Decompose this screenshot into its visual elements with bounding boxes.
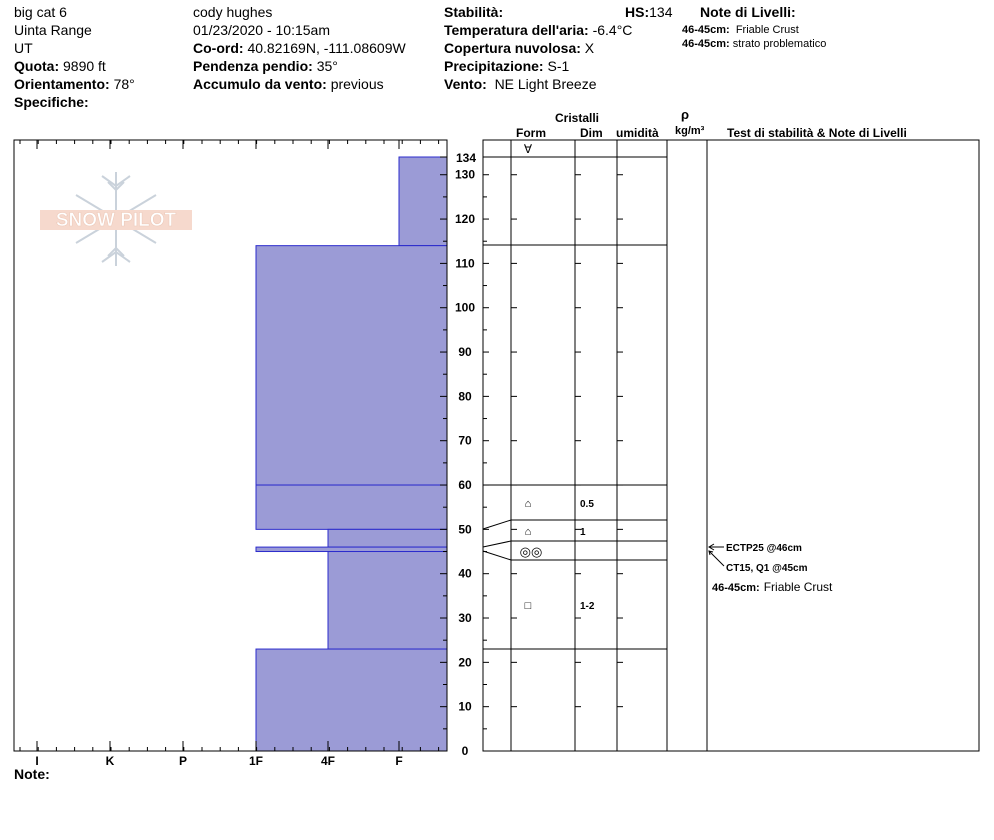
- air-temp-value: -6.4°C: [592, 22, 633, 38]
- hs-value: 134: [649, 4, 673, 20]
- height-axis-label: 120: [454, 212, 476, 227]
- hs-label: HS:: [625, 4, 650, 20]
- specifics-label: Specifiche:: [14, 94, 89, 110]
- height-axis-label: 90: [458, 345, 472, 360]
- test-pointer: [709, 551, 724, 566]
- height-axis: [455, 151, 476, 758]
- hardness-axis-label: 1F: [248, 754, 264, 768]
- crystal-size: 0.5: [580, 499, 594, 510]
- snow-pilot-logo: [40, 172, 192, 266]
- size-header: Dim: [580, 126, 603, 140]
- height-axis-label: 50: [458, 522, 472, 537]
- hardness-axis-label: F: [395, 754, 403, 768]
- cloud-value: X: [584, 40, 595, 56]
- slope-value: 35°: [316, 58, 338, 74]
- hardness-profile: [256, 157, 447, 751]
- air-temp-label: Temperatura dell'aria:: [444, 22, 589, 38]
- stability-tests: [709, 543, 833, 594]
- notes-label: Note:: [14, 766, 50, 782]
- coord-value: 40.82169N, -111.08609W: [247, 40, 406, 56]
- hardness-layer-bar: [256, 547, 447, 551]
- crystal-form: ◎◎: [519, 544, 543, 559]
- stability-layer-note-depth: 46-45cm:: [712, 582, 760, 594]
- density-rho-header: ρ: [681, 107, 690, 122]
- site-name: big cat 6: [14, 4, 67, 20]
- layer-note-depth: 46-45cm:: [682, 38, 730, 50]
- range-name: Uinta Range: [14, 22, 92, 38]
- hs-axis-label: 134: [455, 151, 477, 165]
- moisture-header: umidità: [616, 126, 659, 140]
- hardness-layer-bar: [256, 649, 447, 751]
- table-frame: [483, 140, 979, 751]
- wind-loading-value: previous: [330, 76, 384, 92]
- height-axis-label: 0: [461, 744, 469, 758]
- hardness-axis-label: I: [35, 754, 39, 768]
- layer-notes-title: Note di Livelli:: [700, 4, 796, 20]
- crystal-size: 1: [580, 527, 586, 538]
- hardness-layer-bar: [328, 552, 447, 650]
- height-axis-label: 100: [454, 300, 476, 315]
- row-connector: [483, 551, 511, 560]
- observer: cody hughes: [193, 4, 273, 20]
- aspect-value: 78°: [113, 76, 135, 92]
- layer-note-text: Friable Crust: [735, 24, 799, 36]
- height-axis-label: 60: [458, 478, 472, 493]
- hardness-axis-label: K: [105, 754, 115, 768]
- row-connector: [483, 520, 511, 529]
- crystal-form: □: [524, 600, 532, 612]
- precip-value: S-1: [547, 58, 570, 74]
- state-name: UT: [14, 40, 33, 56]
- crystals-header: Cristalli: [555, 111, 600, 125]
- height-axis-label: 80: [458, 389, 472, 404]
- hardness-axis: [35, 754, 402, 768]
- stability-test: ECTP25 @46cm: [726, 543, 802, 554]
- height-axis-label: 30: [458, 611, 472, 626]
- density-unit-header: kg/m³: [675, 125, 705, 137]
- crystal-form: ⌂: [524, 526, 532, 538]
- height-axis-label: 70: [458, 433, 472, 448]
- form-header: Form: [516, 126, 546, 140]
- layer-note-text: strato problematico: [732, 38, 827, 50]
- row-connector: [483, 541, 511, 547]
- table-ticks: [511, 175, 623, 751]
- stability-test: CT15, Q1 @45cm: [726, 563, 808, 574]
- slope-label: Pendenza pendio:: [193, 58, 313, 74]
- crystal-table: [483, 140, 979, 751]
- cloud-label: Copertura nuvolosa:: [444, 40, 581, 56]
- height-axis-label: 110: [455, 256, 475, 271]
- hardness-layer-bar: [328, 529, 447, 547]
- logo-text: SNOW PILOT: [55, 210, 177, 231]
- datetime: 01/23/2020 - 10:15am: [193, 22, 330, 38]
- crystal-form: ⌂: [524, 498, 532, 510]
- stability-notes-header: Test di stabilità & Note di Livelli: [727, 126, 907, 140]
- stability-layer-note: [712, 580, 833, 594]
- crystal-form: ∀: [523, 142, 533, 156]
- elevation-label: Quota:: [14, 58, 60, 74]
- elevation-value: 9890 ft: [63, 58, 106, 74]
- layer-note-depth: 46-45cm:: [682, 24, 730, 36]
- coord-label: Co-ord:: [193, 40, 244, 56]
- hardness-layer-bar: [399, 157, 447, 246]
- stability-layer-note-text: Friable Crust: [763, 580, 833, 594]
- wind-label: Vento:: [444, 76, 487, 92]
- crystal-size: 1-2: [580, 601, 595, 612]
- wind-loading-label: Accumulo da vento:: [193, 76, 327, 92]
- hardness-layer-bar: [256, 246, 447, 485]
- hardness-axis-label: 4F: [320, 754, 336, 768]
- aspect-label: Orientamento:: [14, 76, 110, 92]
- stability-label: Stabilità:: [444, 4, 504, 20]
- wind-value: NE Light Breeze: [494, 76, 597, 92]
- height-axis-label: 40: [458, 566, 472, 581]
- height-axis-label: 130: [454, 167, 476, 182]
- height-axis-label: 20: [458, 655, 472, 670]
- hardness-layer-bar: [256, 485, 447, 529]
- height-axis-label: 10: [458, 699, 472, 714]
- precip-label: Precipitazione:: [444, 58, 544, 74]
- hardness-axis-label: P: [178, 754, 188, 768]
